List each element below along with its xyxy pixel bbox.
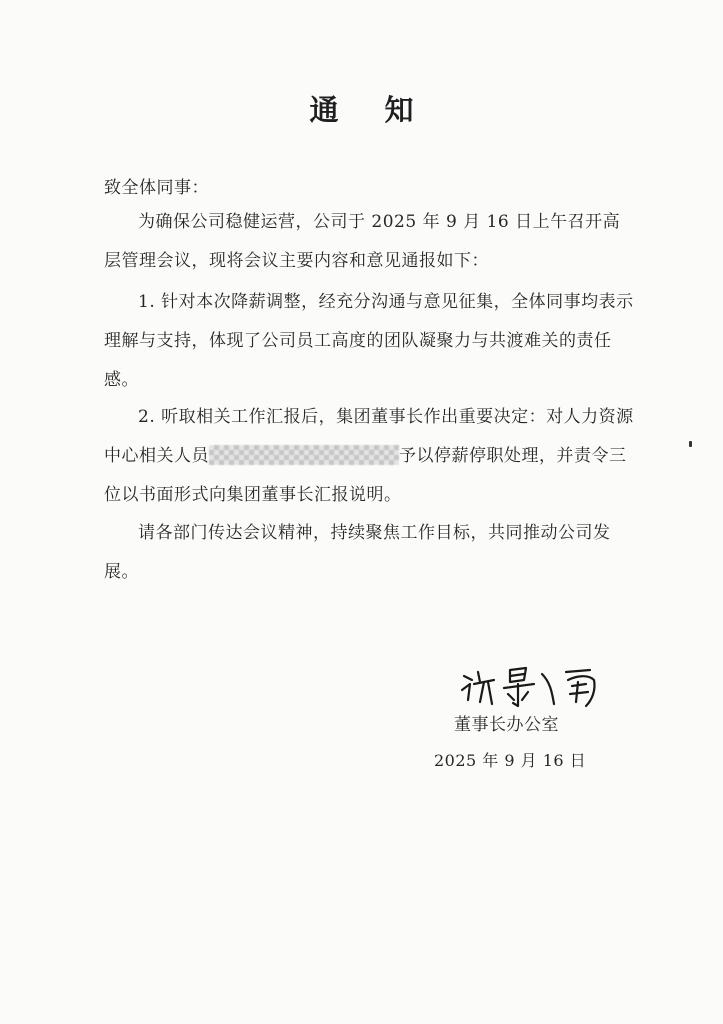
intro-paragraph: 为确保公司稳健运营，公司于 2025 年 9 月 16 日上午召开高层管理会议，现将会议主要内容和意见通报如下： xyxy=(104,212,621,271)
item-2-paragraph xyxy=(104,398,636,515)
scan-speck xyxy=(689,441,692,447)
salutation: 致全体同事： xyxy=(104,178,209,198)
document-title: 通 知 xyxy=(309,93,432,127)
handwritten-signature xyxy=(458,660,608,712)
item-1-paragraph: 1. 针对本次降薪调整，经充分沟通与意见征集，全体同事均表示理解与支持，体现了公司员工高度的团队凝聚力与共渡难关的责任感。 xyxy=(104,292,634,390)
item-2-text-after: 予以停薪停职处理，并责令三位以书面形式向集团董事长汇报说明。 xyxy=(104,446,627,505)
closing-paragraph: 请各部门传达会议精神，持续聚焦工作目标，共同推动公司发展。 xyxy=(104,523,611,582)
issue-date: 2025 年 9 月 16 日 xyxy=(434,751,587,770)
issuer-name: 董事长办公室 xyxy=(454,715,559,735)
item-2-text-before: 2. 听取相关工作汇报后，集团董事长作出重要决定：对人力资源中心相关人员 xyxy=(104,407,634,466)
redacted-names xyxy=(209,445,399,465)
